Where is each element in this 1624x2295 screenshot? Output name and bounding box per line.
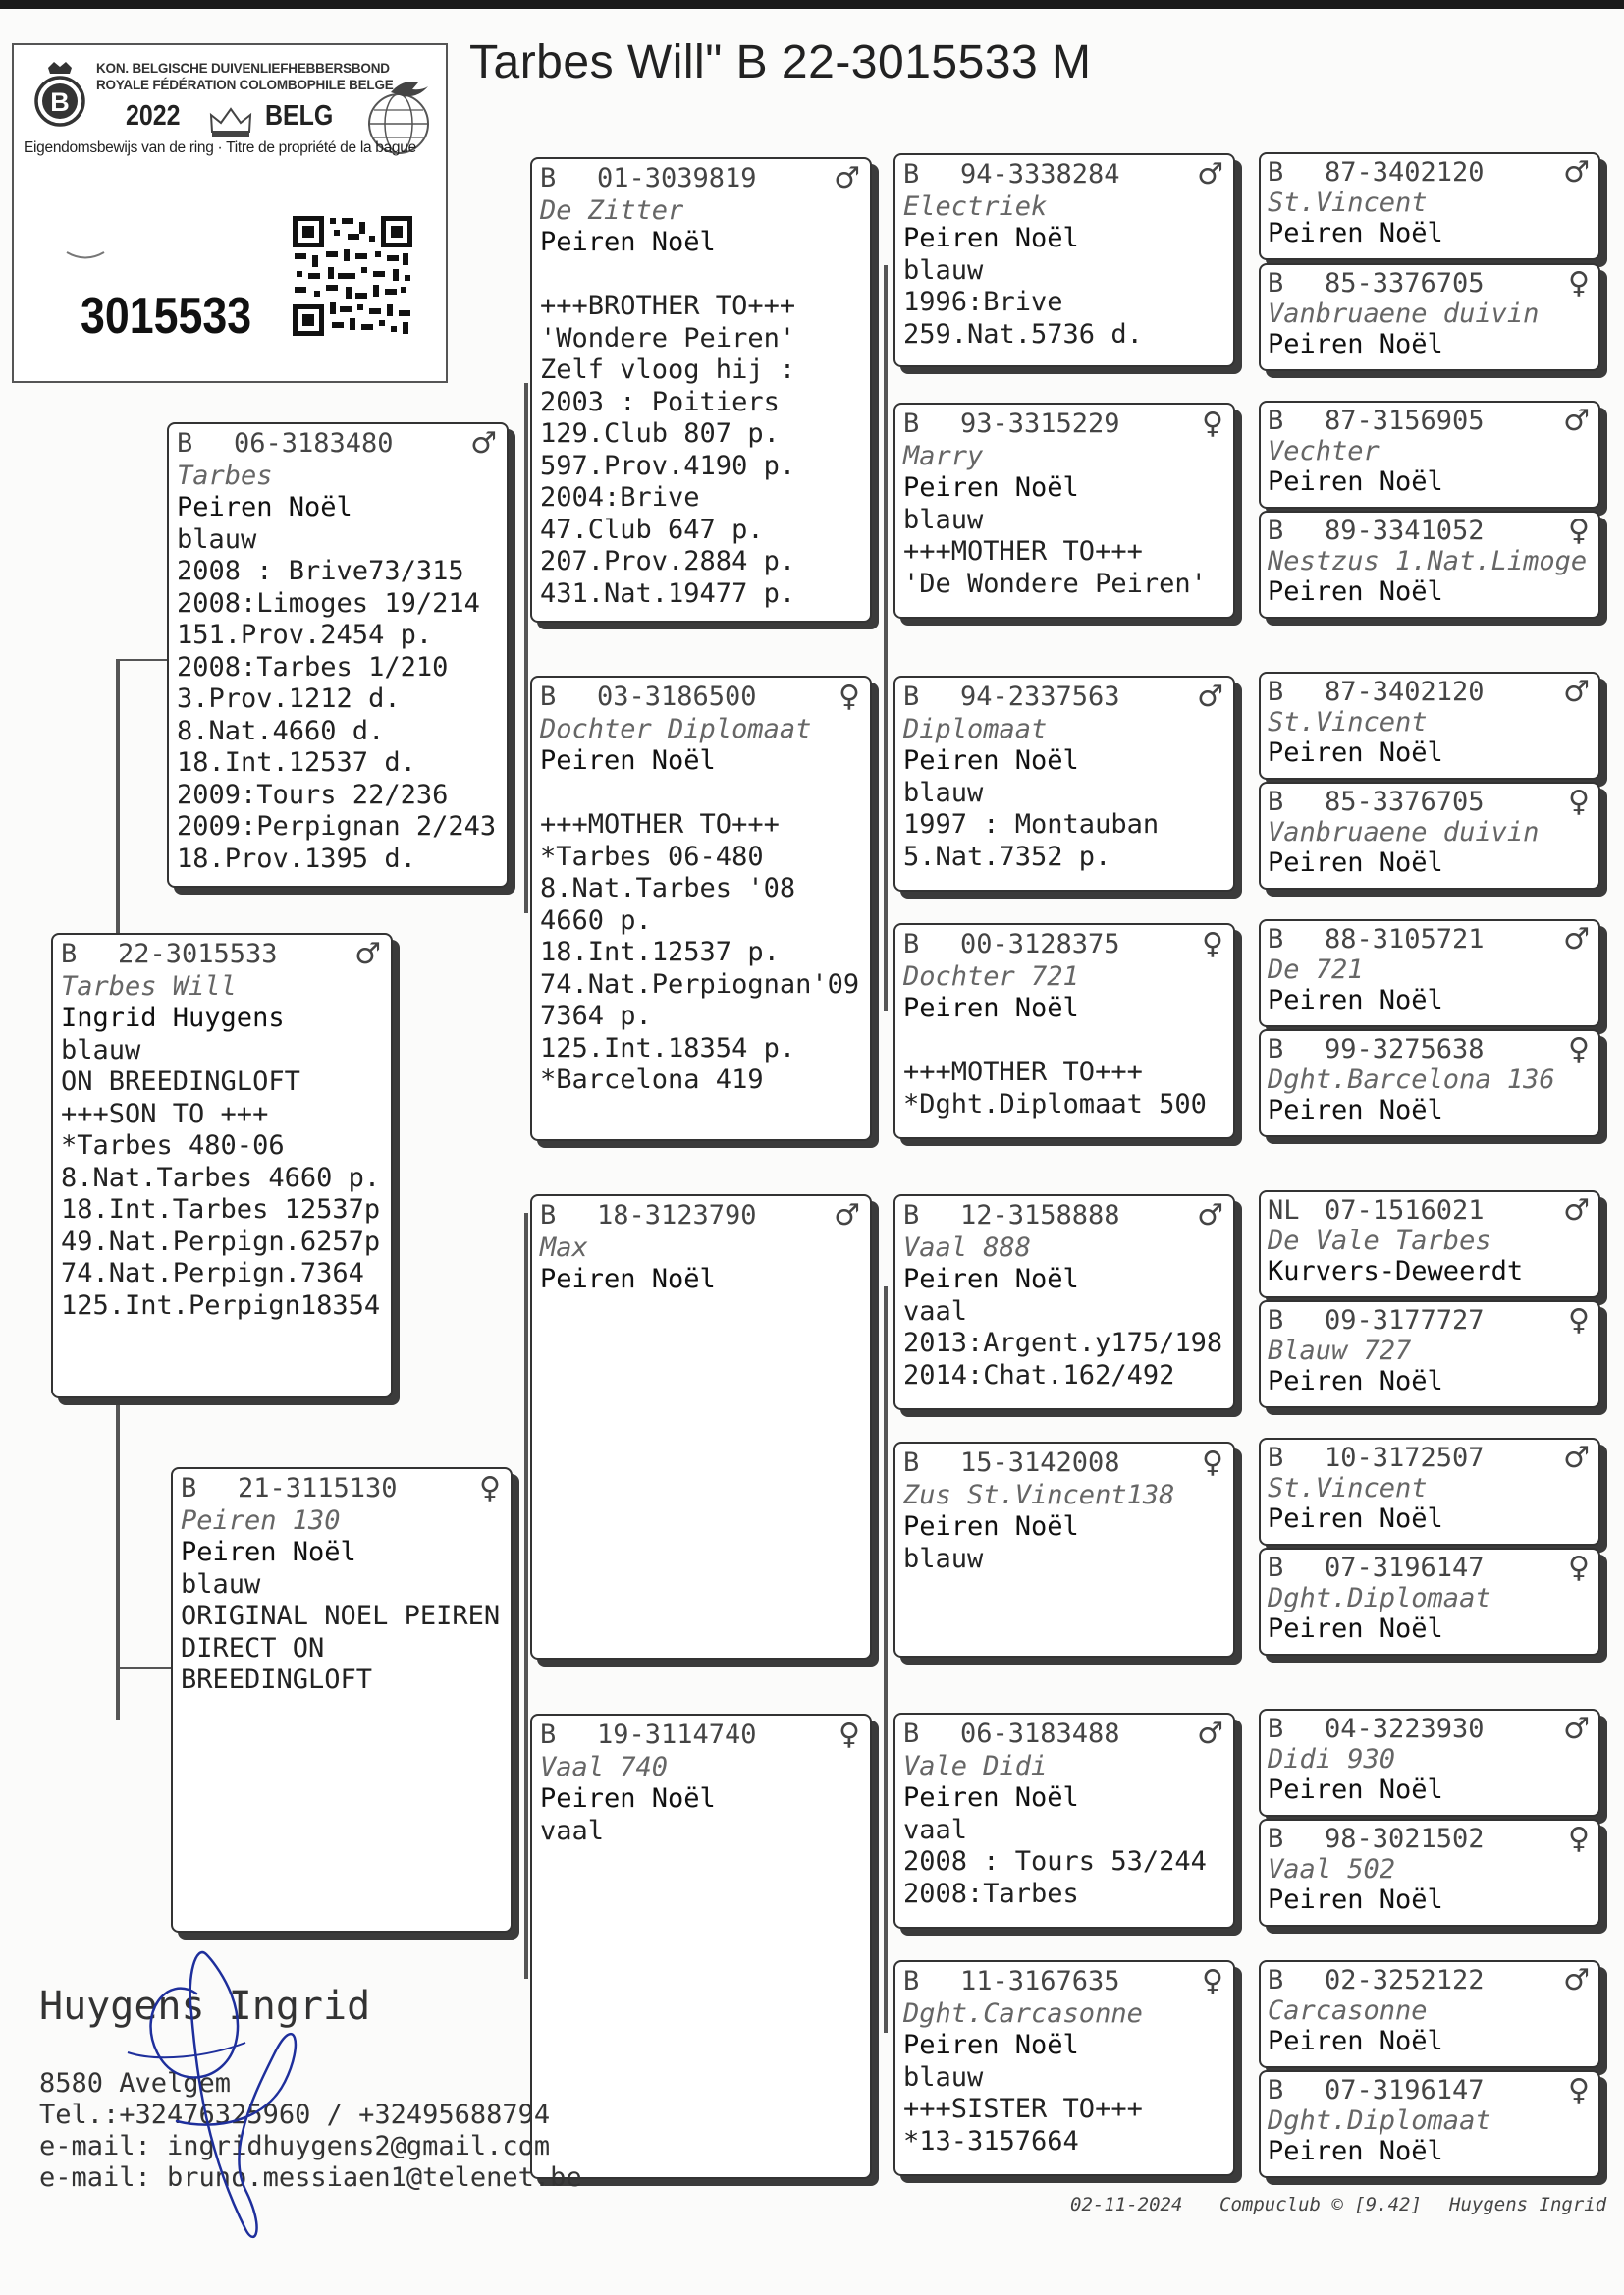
info-line: Zelf vloog hij : <box>540 355 796 385</box>
footer-owner: Huygens Ingrid <box>1449 2194 1607 2215</box>
ring-number: 87-3402120 <box>1325 677 1485 707</box>
info-line: blauw <box>61 1034 141 1066</box>
ring-number: 19-3114740 <box>597 1720 757 1750</box>
bird-owner: Peiren Noël <box>903 993 1079 1023</box>
info-line: 7364 p. <box>540 1001 652 1031</box>
info-line: *13-3157664 <box>903 2125 1079 2157</box>
signature-scribble <box>98 1935 353 2259</box>
ring-number: 09-3177727 <box>1325 1305 1485 1336</box>
info-line: 18.Int.12537 p. <box>540 937 780 967</box>
connector-gen1-top <box>116 659 167 661</box>
bird-owner: Peiren Noël <box>1268 2026 1443 2056</box>
ring-number: 06-3183480 <box>234 428 394 459</box>
ring-certificate <box>12 43 448 383</box>
ring-number: 89-3341052 <box>1325 516 1485 546</box>
info-line: +++MOTHER TO+++ <box>903 1057 1143 1087</box>
info-line <box>540 778 862 810</box>
bird-owner: Peiren Noël <box>540 1783 716 1814</box>
ring-number: 94-3338284 <box>960 159 1120 190</box>
certificate-year: 2022 <box>126 100 181 132</box>
country-code: B <box>1268 516 1284 546</box>
info-line: +++SISTER TO+++ <box>903 2094 1143 2124</box>
ring-number: 06-3183488 <box>960 1719 1120 1749</box>
info-line: 3.Prov.1212 d. <box>177 683 401 714</box>
bird-card-dss[interactable] <box>893 1194 1235 1410</box>
male-symbol-icon: ♂ <box>1563 675 1590 709</box>
country-code: B <box>903 1200 920 1230</box>
bird-owner: Peiren Noël <box>1268 1885 1443 1915</box>
bird-name: Dochter 721 <box>903 960 1079 992</box>
bird-owner: Kurvers-Deweerdt <box>1268 1256 1524 1286</box>
info-line: *Tarbes 06-480 <box>540 841 764 872</box>
bird-name: Vaal 740 <box>540 1751 669 1782</box>
ring-number: 11-3167635 <box>960 1966 1120 1996</box>
bird-card-subject[interactable] <box>51 933 393 1398</box>
breeder-phone[interactable]: Tel.:+32476325960 / +32495688794 <box>39 2100 551 2130</box>
female-symbol-icon: ♀ <box>1568 785 1590 819</box>
bird-name: Dght.Carcasonne <box>903 1997 1143 2029</box>
info-line: 2009:Tours 22/236 <box>177 779 449 810</box>
bird-card-gen4-15[interactable] <box>1259 1960 1600 2068</box>
info-line: blauw <box>181 1568 261 1600</box>
ring-number: 99-3275638 <box>1325 1034 1485 1065</box>
female-symbol-icon: ♀ <box>479 1471 501 1505</box>
ring-number: 93-3315229 <box>960 409 1120 439</box>
bird-name: Tarbes <box>177 460 273 491</box>
bird-card-dam-dam[interactable] <box>530 1714 872 2179</box>
bird-card-dam[interactable] <box>171 1467 513 1933</box>
bird-name: Marry <box>903 440 984 471</box>
info-line: 1996:Brive <box>903 287 1063 317</box>
country-code: B <box>1268 677 1284 707</box>
bird-name: De Zitter <box>540 194 684 226</box>
bird-owner: Peiren Noël <box>181 1537 356 1567</box>
info-line: BREEDINGLOFT <box>181 1665 373 1695</box>
ring-number: 87-3156905 <box>1325 406 1485 436</box>
crown-icon <box>208 104 253 139</box>
ring-number: 3015533 <box>81 288 252 345</box>
male-symbol-icon: ♂ <box>1563 1441 1590 1475</box>
info-line: blauw <box>177 523 257 555</box>
info-line: 1997 : Montauban <box>903 809 1160 840</box>
female-symbol-icon: ♀ <box>1568 266 1590 301</box>
country-code: B <box>181 1473 197 1503</box>
bird-card-dds[interactable] <box>893 1713 1235 1929</box>
bird-name: Max <box>540 1231 588 1263</box>
bird-name: St.Vincent <box>1268 1473 1428 1503</box>
country-code: B <box>903 1719 920 1749</box>
male-symbol-icon: ♂ <box>834 1198 860 1232</box>
bird-owner: Peiren Noël <box>1268 329 1443 359</box>
info-line: 'De Wondere Peiren' <box>903 568 1207 599</box>
info-line: 8.Nat.Tarbes 4660 p. <box>61 1162 381 1193</box>
bird-card-gen4-16[interactable] <box>1259 2070 1600 2178</box>
bird-owner: Peiren Noël <box>903 2030 1079 2060</box>
bird-owner: Peiren Noël <box>1268 466 1443 497</box>
bird-card-gen4-7[interactable] <box>1259 919 1600 1027</box>
info-line: DIRECT ON <box>181 1632 325 1664</box>
bird-owner: Peiren Noël <box>903 745 1079 776</box>
ring-number: 98-3021502 <box>1325 1824 1485 1854</box>
female-symbol-icon: ♀ <box>1568 2073 1590 2107</box>
breeder-city: 8580 Avelgem <box>39 2068 232 2099</box>
male-symbol-icon: ♂ <box>1197 1198 1223 1232</box>
country-code: B <box>903 1966 920 1996</box>
top-edge-bar <box>0 0 1624 9</box>
country-code: B <box>540 163 557 193</box>
bird-name: Vanbruaene duivin <box>1268 817 1540 847</box>
ring-number: 18-3123790 <box>597 1200 757 1230</box>
country-code: B <box>1268 157 1284 188</box>
bird-card-gen4-11[interactable] <box>1259 1438 1600 1546</box>
info-line: 8.Nat.Tarbes '08 <box>540 873 796 903</box>
country-code: B <box>903 1448 920 1478</box>
bird-card-gen4-2[interactable] <box>1259 263 1600 371</box>
bird-owner: Peiren Noël <box>903 1782 1079 1813</box>
bird-owner: Peiren Noël <box>1268 1775 1443 1805</box>
bird-name: De Vale Tarbes <box>1268 1226 1491 1256</box>
ring-number: 15-3142008 <box>960 1448 1120 1478</box>
bird-name: St.Vincent <box>1268 188 1428 218</box>
bird-card-gen4-9[interactable] <box>1259 1190 1600 1298</box>
bird-card-sds[interactable] <box>893 676 1235 892</box>
info-line: blauw <box>903 504 984 535</box>
country-code: B <box>540 1200 557 1230</box>
female-symbol-icon: ♀ <box>1202 407 1223 441</box>
country-code: NL <box>1268 1195 1300 1226</box>
male-symbol-icon: ♂ <box>1197 157 1223 191</box>
info-line: 2013:Argent.y175/198 <box>903 1328 1223 1358</box>
ring-number: 07-3196147 <box>1325 2075 1485 2105</box>
bird-name: Dochter Diplomaat <box>540 713 812 744</box>
info-line: 18.Prov.1395 d. <box>177 843 416 874</box>
bird-card-gen4-12[interactable] <box>1259 1548 1600 1656</box>
male-symbol-icon: ♂ <box>1563 1712 1590 1746</box>
federation-name-fr: ROYALE FÉDÉRATION COLOMBOPHILE BELGE <box>96 78 394 92</box>
info-line: 18.Int.Tarbes 12537p <box>61 1194 381 1225</box>
country-code: B <box>903 409 920 439</box>
info-line: 2008 : Tours 53/244 <box>903 1846 1207 1877</box>
country-code: B <box>1268 1443 1284 1473</box>
bird-owner: Peiren Noël <box>1268 218 1443 248</box>
ring-number: 07-1516021 <box>1325 1195 1485 1226</box>
info-line: 431.Nat.19477 p. <box>540 577 796 609</box>
info-line: 18.Int.12537 d. <box>177 747 416 778</box>
bird-owner: Peiren Noël <box>1268 1095 1443 1125</box>
bird-card-gen4-14[interactable] <box>1259 1819 1600 1927</box>
country-code: B <box>1268 1824 1284 1854</box>
country-code: B <box>1268 1714 1284 1744</box>
country-code: B <box>903 682 920 712</box>
info-line: 5.Nat.7352 p. <box>903 841 1111 872</box>
bird-card-gen4-1[interactable] <box>1259 152 1600 260</box>
bird-name: St.Vincent <box>1268 707 1428 738</box>
ring-number: 94-2337563 <box>960 682 1120 712</box>
qr-code-icon <box>291 214 414 338</box>
female-symbol-icon: ♀ <box>1568 1303 1590 1338</box>
bird-name: Vanbruaene duivin <box>1268 299 1540 329</box>
bird-name: Vechter <box>1268 436 1380 466</box>
female-symbol-icon: ♀ <box>1568 1551 1590 1585</box>
info-line: 2008:Tarbes 1/210 <box>177 651 449 683</box>
info-line: +++BROTHER TO+++ <box>540 291 796 321</box>
bird-card-ssd[interactable] <box>893 403 1235 619</box>
bird-owner: Peiren Noël <box>903 1511 1079 1542</box>
male-symbol-icon: ♂ <box>354 937 381 971</box>
bird-name: Dght.Diplomaat <box>1268 1583 1491 1613</box>
male-symbol-icon: ♂ <box>470 426 497 461</box>
info-line <box>540 259 862 292</box>
country-code: B <box>177 428 193 459</box>
bird-name: Vaal 888 <box>903 1231 1032 1263</box>
bird-owner: Peiren Noël <box>540 745 716 776</box>
male-symbol-icon: ♂ <box>1563 404 1590 438</box>
bird-name: Carcasonne <box>1268 1995 1428 2026</box>
bird-card-sss[interactable] <box>893 153 1235 367</box>
certificate-country: BELG <box>265 100 334 132</box>
bird-owner: Peiren Noël <box>1268 1366 1443 1396</box>
connector-gen3-b <box>884 1286 888 2033</box>
bird-owner: Peiren Noël <box>1268 985 1443 1015</box>
info-line: 47.Club 647 p. <box>540 514 764 545</box>
country-code: B <box>1268 2075 1284 2105</box>
country-code: B <box>1268 1965 1284 1995</box>
bird-card-gen4-3[interactable] <box>1259 401 1600 509</box>
breeder-name: Huygens Ingrid <box>39 1984 371 2029</box>
info-line: *Dght.Diplomaat 500 <box>903 1088 1207 1120</box>
info-line: vaal <box>903 1295 968 1327</box>
ring-number: 87-3402120 <box>1325 157 1485 188</box>
ring-number: 21-3115130 <box>238 1473 398 1503</box>
bird-owner: Peiren Noël <box>1268 576 1443 607</box>
info-line: 2014:Chat.162/492 <box>903 1359 1175 1391</box>
country-code: B <box>1268 1305 1284 1336</box>
country-code: B <box>1268 924 1284 955</box>
bird-owner: Ingrid Huygens <box>61 1003 285 1033</box>
breeder-email-2[interactable]: e-mail: bruno.messiaen1@telenet.be <box>39 2162 582 2193</box>
bird-name: Diplomaat <box>903 713 1048 744</box>
bird-card-sdd[interactable] <box>893 923 1235 1139</box>
bird-card-ddd[interactable] <box>893 1960 1235 2176</box>
bird-card-sire-sire[interactable] <box>530 157 872 623</box>
federation-logo-icon <box>31 59 88 128</box>
ring-number: 01-3039819 <box>597 163 757 193</box>
connector-gen1-bottom <box>116 1667 171 1669</box>
info-line: blauw <box>903 777 984 808</box>
info-line: *Tarbes 480-06 <box>61 1130 285 1161</box>
bird-card-gen4-6[interactable] <box>1259 782 1600 890</box>
ring-number: 12-3158888 <box>960 1200 1120 1230</box>
bird-name: Dght.Barcelona 136 <box>1268 1065 1555 1095</box>
info-line: 2008:Limoges 19/214 <box>177 587 480 619</box>
print-date: 02-11-2024 <box>1070 2194 1183 2215</box>
federation-name-nl: KON. BELGISCHE DUIVENLIEFHEBBERSBOND <box>96 61 390 76</box>
bird-owner: Peiren Noël <box>903 223 1079 253</box>
bird-name: Tarbes Will <box>61 970 237 1002</box>
logo-letter: B <box>50 87 70 117</box>
female-symbol-icon: ♀ <box>839 1718 860 1752</box>
bird-name: Dght.Diplomaat <box>1268 2105 1491 2136</box>
pedigree-title: Tarbes Will" B 22-3015533 M <box>469 36 1092 88</box>
info-line: 2008 : Brive73/315 <box>177 556 464 586</box>
ring-number: 85-3376705 <box>1325 787 1485 817</box>
bird-card-dsd[interactable] <box>893 1442 1235 1658</box>
female-symbol-icon: ♀ <box>1202 927 1223 961</box>
bird-owner: Peiren Noël <box>1268 2136 1443 2166</box>
country-code: B <box>903 159 920 190</box>
bird-name: Zus St.Vincent138 <box>903 1479 1175 1510</box>
female-symbol-icon: ♀ <box>1568 1032 1590 1066</box>
bird-owner: Peiren Noël <box>903 472 1079 503</box>
male-symbol-icon: ♂ <box>1563 155 1590 190</box>
info-line: 'Wondere Peiren' <box>540 322 796 354</box>
bird-name: Vaal 502 <box>1268 1854 1396 1885</box>
bird-card-sire-dam[interactable] <box>530 676 872 1141</box>
connector-gen2-b <box>524 1213 528 1979</box>
info-line: ORIGINAL NOEL PEIREN <box>181 1601 501 1631</box>
bird-name: De 721 <box>1268 955 1364 985</box>
breeder-email-1[interactable]: e-mail: ingridhuygens2@gmail.com <box>39 2131 551 2161</box>
info-line: *Barcelona 419 <box>540 1065 764 1095</box>
ring-number: 02-3252122 <box>1325 1965 1485 1995</box>
country-code: B <box>61 939 78 969</box>
info-line: 4660 p. <box>540 904 652 936</box>
bird-card-gen4-8[interactable] <box>1259 1029 1600 1137</box>
country-code: B <box>1268 406 1284 436</box>
female-symbol-icon: ♀ <box>1202 1446 1223 1480</box>
ring-number: 85-3376705 <box>1325 268 1485 299</box>
country-code: B <box>903 929 920 959</box>
ring-number: 07-3196147 <box>1325 1553 1485 1583</box>
connector-gen2-a <box>524 383 528 913</box>
female-symbol-icon: ♀ <box>1568 514 1590 548</box>
info-line: blauw <box>903 254 984 286</box>
info-line: +++MOTHER TO+++ <box>903 536 1143 567</box>
bird-name: Vale Didi <box>903 1750 1048 1781</box>
info-line <box>903 1025 1225 1058</box>
info-line: +++MOTHER TO+++ <box>540 809 780 840</box>
bird-owner: Peiren Noël <box>1268 1613 1443 1644</box>
ring-number: 10-3172507 <box>1325 1443 1485 1473</box>
property-title: Eigendomsbewijs van de ring · Titre de propriété de la bague <box>24 139 416 156</box>
female-symbol-icon: ♀ <box>1202 1964 1223 1998</box>
bird-owner: Peiren Noël <box>177 492 352 522</box>
info-line: 74.Nat.Perpiognan'09 <box>540 968 860 1000</box>
info-line: 129.Club 807 p. <box>540 418 780 449</box>
info-line: 151.Prov.2454 p. <box>177 620 433 650</box>
info-line: 2004:Brive <box>540 482 700 513</box>
bird-card-dam-sire[interactable] <box>530 1194 872 1660</box>
male-symbol-icon: ♂ <box>1563 1193 1590 1228</box>
ring-number: 00-3128375 <box>960 929 1120 959</box>
bird-owner: Peiren Noël <box>540 227 716 257</box>
bird-card-gen4-13[interactable] <box>1259 1709 1600 1817</box>
ring-number: 04-3223930 <box>1325 1714 1485 1744</box>
bird-name: Didi 930 <box>1268 1744 1396 1775</box>
male-symbol-icon: ♂ <box>834 161 860 195</box>
info-line: 74.Nat.Perpign.7364 <box>61 1258 364 1288</box>
info-line: blauw <box>903 2061 984 2093</box>
bird-card-gen4-5[interactable] <box>1259 672 1600 780</box>
info-line: 2008:Tarbes <box>903 1878 1079 1909</box>
bird-name: Peiren 130 <box>181 1504 341 1536</box>
country-code: B <box>1268 268 1284 299</box>
info-line: +++SON TO +++ <box>61 1098 269 1129</box>
country-code: B <box>1268 787 1284 817</box>
bird-name: Blauw 727 <box>1268 1336 1412 1366</box>
info-line: 207.Prov.2884 p. <box>540 546 796 576</box>
female-symbol-icon: ♀ <box>1568 1822 1590 1856</box>
bird-owner: Peiren Noël <box>1268 738 1443 768</box>
bird-card-gen4-4[interactable] <box>1259 511 1600 619</box>
ring-number: 03-3186500 <box>597 682 757 712</box>
country-code: B <box>540 1720 557 1750</box>
info-line: blauw <box>903 1543 984 1574</box>
ring-number: 22-3015533 <box>118 939 278 969</box>
mark-icon <box>65 249 106 263</box>
info-line: 125.Int.18354 p. <box>540 1032 796 1064</box>
bird-owner: Peiren Noël <box>1268 847 1443 878</box>
male-symbol-icon: ♂ <box>1197 1717 1223 1751</box>
ring-number: 88-3105721 <box>1325 924 1485 955</box>
bird-card-sire[interactable] <box>167 422 509 888</box>
bird-owner: Peiren Noël <box>1268 1503 1443 1534</box>
connector-gen3-a <box>884 265 888 1011</box>
male-symbol-icon: ♂ <box>1197 680 1223 714</box>
male-symbol-icon: ♂ <box>1563 922 1590 956</box>
country-code: B <box>540 682 557 712</box>
bird-owner: Peiren Noël <box>540 1264 716 1294</box>
software-credit: Compuclub © [9.42] <box>1219 2194 1422 2215</box>
info-line: 259.Nat.5736 d. <box>903 318 1143 350</box>
bird-name: Nestzus 1.Nat.Limoge <box>1268 546 1588 576</box>
info-line: 2003 : Poitiers <box>540 386 780 417</box>
info-line: vaal <box>903 1814 968 1845</box>
bird-card-gen4-10[interactable] <box>1259 1300 1600 1408</box>
female-symbol-icon: ♀ <box>839 680 860 714</box>
info-line: 125.Int.Perpign18354 <box>61 1289 381 1321</box>
info-line: 2009:Perpignan 2/243 <box>177 811 497 842</box>
bird-name: Electriek <box>903 191 1048 222</box>
male-symbol-icon: ♂ <box>1563 1963 1590 1997</box>
info-line: 49.Nat.Perpign.6257p <box>61 1226 381 1257</box>
country-code: B <box>1268 1553 1284 1583</box>
info-line: 597.Prov.4190 p. <box>540 450 796 481</box>
info-line: ON BREEDINGLOFT <box>61 1066 300 1097</box>
bird-owner: Peiren Noël <box>903 1264 1079 1294</box>
info-line: 8.Nat.4660 d. <box>177 715 385 746</box>
country-code: B <box>1268 1034 1284 1065</box>
info-line: vaal <box>540 1815 605 1846</box>
